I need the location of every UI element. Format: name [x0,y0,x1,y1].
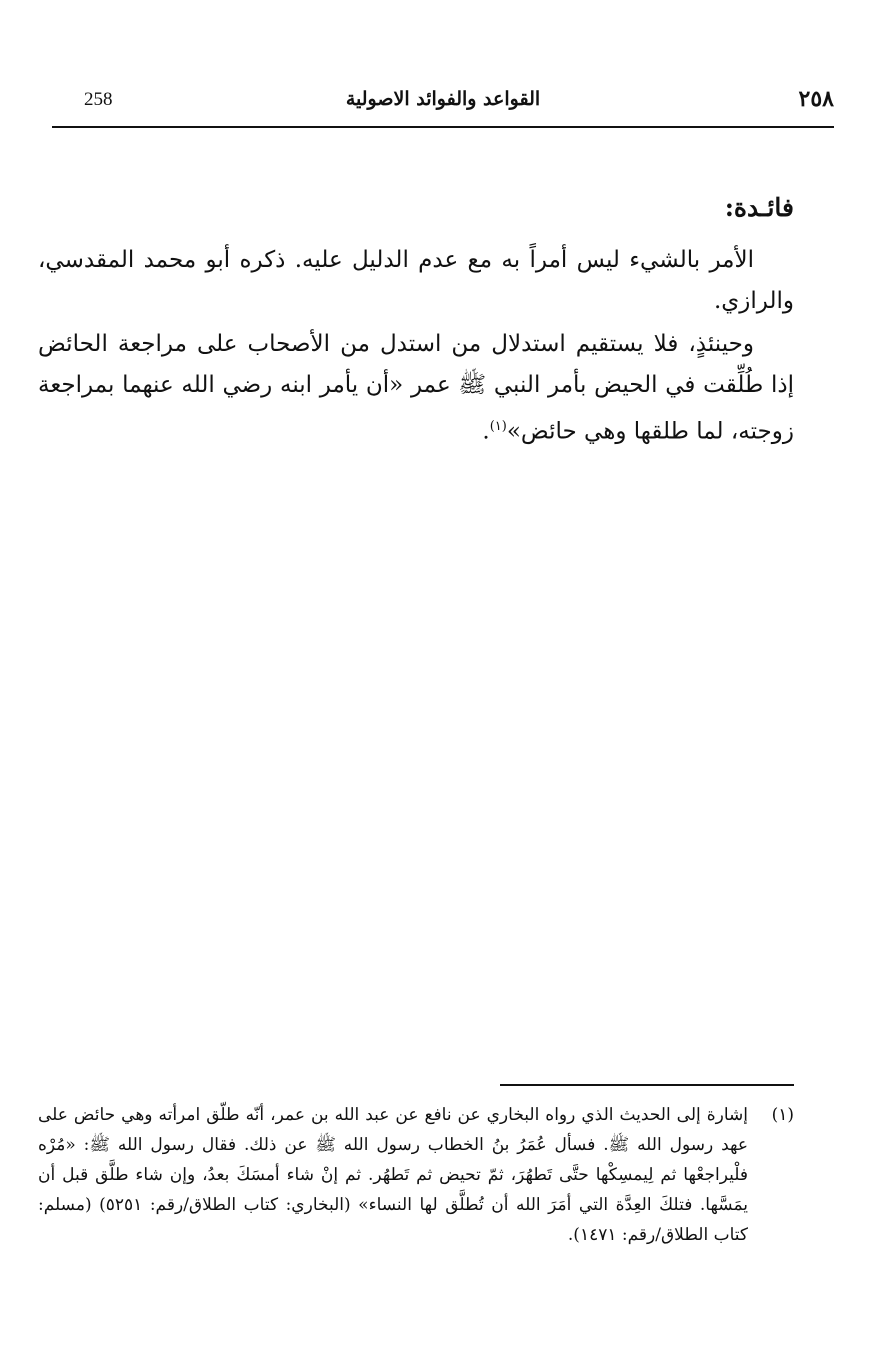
section-heading: فائـدة: [724,193,794,222]
paragraph-2-text: وحينئذٍ، فلا يستقيم استدلال من استدل من الأصحاب على مراجعة الحائض إذا طُلِّقت في الحيض بأمر النبي ﷺ عمر «أن يأمر ابنه رضي الله عنهما بمراجعة زوجته، لما طلقها وهي حائض» [38,331,794,445]
footnote-text: إشارة إلى الحديث الذي رواه البخاري عن نافع عن عبد الله بن عمر، أنّه طلّق امرأته وهي حائض على عهد رسول الله ﷺ. فسأل عُمَرُ بنُ الخطاب رسول الله ﷺ عن ذلك. فقال رسول الله ﷺ: «مُرْه فلْيراجعْها ثم لِيمسِكْها حتَّى تَطهُرَ، ثمّ تحيض ثم تَطهُر. ثم إنْ شاء أمسَكَ بعدُ، وإن شاء طلَّق قبل أن يمَسَّها. فتلكَ العِدَّة التي أمَرَ الله أن تُطلَّق لها النساء» (البخاري: كتاب الطلاق/رقم: ٥٢٥١) (مسلم: كتاب الطلاق/رقم: ١٤٧١). [38,1105,749,1245]
footnote [38,1100,794,1250]
paragraph-2-end: . [482,418,490,445]
paragraph-1: الأمر بالشيء ليس أمراً به مع عدم الدليل عليه. ذكره أبو محمد المقدسي، والرازي. [38,247,794,314]
running-header [52,86,834,120]
footnote-divider [500,1084,794,1086]
book-title: القواعد والفوائد الاصولية [345,88,541,110]
main-text [38,188,794,455]
footnote-number: (١) [771,1105,794,1125]
page-number-arabic: ٢٥٨ [798,86,834,112]
page-number-latin: 258 [84,89,113,110]
paragraph-2 [38,324,794,453]
header-divider [52,126,834,128]
footnote-reference[interactable]: (١) [489,419,507,434]
